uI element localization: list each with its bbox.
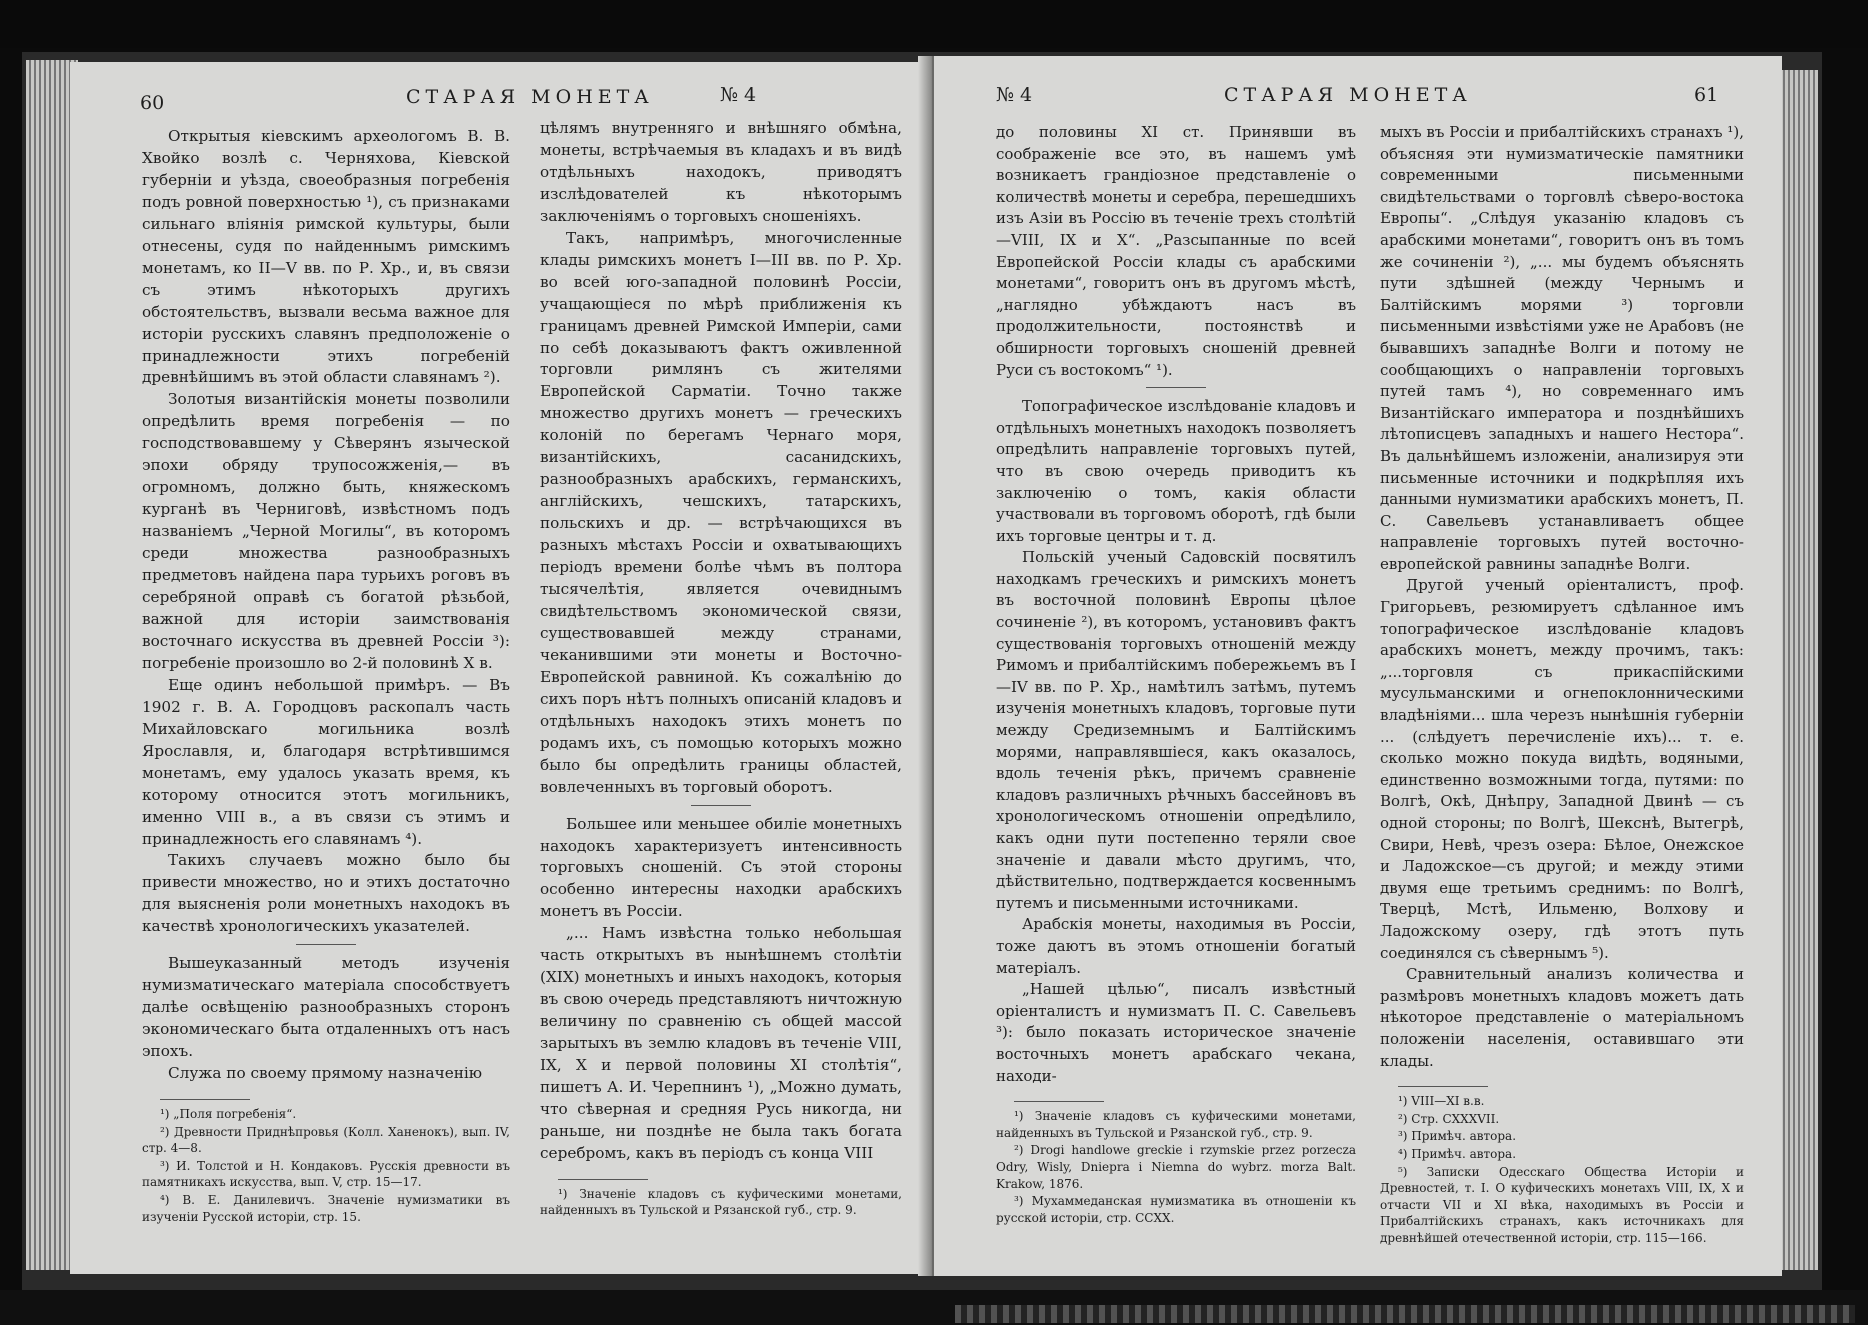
- footnote-rule: [1014, 1101, 1104, 1102]
- right-running-head: СТАРАЯ МОНЕТА: [1224, 84, 1472, 106]
- section-separator: [691, 805, 751, 806]
- paragraph: „Нашей цѣлью“, писалъ извѣстный оріенталистъ и нумизматъ П. С. Савельевъ ³): было показать историческое значеніе восточныхъ монетъ арабскаго чекана, находи-: [996, 980, 1356, 1085]
- left-page: [70, 62, 932, 1274]
- paragraph: Вышеуказанный методъ изученія нумизматическаго матеріала способствуетъ далѣе освѣщенію разнообразныхъ сторонъ экономическаго быта отдаленныхъ отъ насъ эпохъ.: [142, 954, 510, 1061]
- footnote: ¹) Значеніе кладовъ съ куфическими монетами, найденныхъ въ Тульской и Рязанской губ., стр. 9.: [540, 1186, 902, 1218]
- footnote: ²) Стр. CXXXVII.: [1398, 1111, 1500, 1126]
- scan-border-top: [0, 0, 1868, 48]
- left-column-2: [540, 118, 902, 1220]
- left-running-head: СТАРАЯ МОНЕТА: [406, 86, 654, 108]
- paragraph: Такъ, напримѣръ, многочисленные клады римскихъ монетъ I—III вв. по Р. Хр. во всей юго-западной половинѣ Россіи, учащающіеся по мѣрѣ приближенія къ границамъ древней Римской Имперіи, сами по себѣ доказываютъ фактъ оживленной торговли римлянъ съ жителями Европейской Сарматіи. Точно также множество другихъ монетъ — греческихъ колоній по берегамъ Чернаго моря, византійскихъ, сасанидскихъ, разнообразныхъ арабскихъ, германскихъ, англійскихъ, чешскихъ, татарскихъ, польскихъ и др. — встрѣчающихся въ разныхъ мѣстахъ Россіи и охватывающихъ періодъ времени болѣе чѣмъ въ полтора тысячелѣтія, является очевиднымъ свидѣтельствомъ экономической связи, существовавшей между странами, чеканившими эти монеты и Восточно-Европейской равниной. Къ сожалѣнію до сихъ поръ нѣтъ полныхъ описаній кладовъ и отдѣльныхъ находокъ этихъ монетъ по родамъ ихъ, съ помощью которыхъ можно было бы опредѣлить границы областей, вовлеченныхъ въ торговый оборотъ.: [540, 228, 902, 796]
- footnote: ¹) Значеніе кладовъ съ куфическими монетами, найденныхъ въ Тульской и Рязанской губ., стр. 9.: [996, 1109, 1356, 1140]
- paragraph: Сравнительный анализъ количества и размѣровъ монетныхъ кладовъ можетъ дать нѣкоторое представленіе о матеріальномъ положеніи населенія, оставившаго эти клады.: [1380, 965, 1744, 1070]
- footnote: ³) Примѣч. автора.: [1398, 1129, 1517, 1144]
- footnotes: [540, 1186, 902, 1219]
- paragraph: цѣлямъ внутренняго и внѣшняго обмѣна, монеты, встрѣчаемыя въ кладахъ и въ видѣ отдѣльныхъ находокъ, приводятъ изслѣдователей къ нѣкоторымъ заключеніямъ о торговыхъ сношеніяхъ.: [540, 119, 902, 225]
- footnote: ⁵) Записки Одесскаго Общества Исторіи и Древностей, т. I. О куфическихъ монетахъ VIII, IX, X и отчасти VII и XI вѣка, находимыхъ въ Россіи и Прибалтійскихъ странахъ, какъ источникахъ для древнѣйшей отечественной исторіи, стр. 115—166.: [1380, 1164, 1744, 1245]
- right-column-1: [996, 122, 1356, 1227]
- left-issue-number: № 4: [720, 84, 757, 106]
- footnotes: [996, 1108, 1356, 1226]
- right-issue-number: № 4: [996, 84, 1033, 106]
- paragraph: Топографическое изслѣдованіе кладовъ и отдѣльныхъ монетныхъ находокъ позволяетъ опредѣлить направленіе торговыхъ путей, что въ свою очередь приводитъ къ заключенію о томъ, какія области участвовали въ торговомъ оборотѣ, гдѣ были ихъ торговые центры и т. д.: [996, 397, 1356, 545]
- left-column-1: [142, 126, 510, 1226]
- paragraph: Еще одинъ небольшой примѣръ. — Въ 1902 г. В. А. Городцовъ раскопалъ часть Михайловскаго могильника возлѣ Ярославля, и, благодаря встрѣтившимся монетамъ, ему удалось указать время, къ которому относится этотъ могильникъ, именно VIII в., а въ связи съ этимъ и принадлежность его славянамъ ⁴).: [142, 675, 510, 848]
- paragraph: Такихъ случаевъ можно было бы привести множество, но и этихъ достаточно для выясненія роли монетныхъ находокъ въ качествѣ хронологическихъ указателей.: [142, 851, 510, 936]
- footnotes: [142, 1106, 510, 1225]
- paragraph: Польскій ученый Садовскій посвятилъ находкамъ греческихъ и римскихъ монетъ въ восточной половинѣ Европы цѣлое сочиненіе ²), въ которомъ, установивъ фактъ существованія торговыхъ отношеній между Римомъ и прибалтійскимъ побережьемъ въ I—IV вв. по Р. Хр., намѣтилъ затѣмъ, путемъ изученія монетныхъ кладовъ, торговые пути между Средиземнымъ и Балтійскимъ морями, направлявшіеся, какъ оказалось, вдоль теченія рѣкъ, причемъ сравненіе кладовъ различныхъ рѣчныхъ бассейновъ въ хронологическомъ отношеніи опредѣлило, какъ одни пути постепенно теряли свое значеніе и давали мѣсто другимъ, что, дѣйствительно, подтверждается косвеннымъ путемъ и письменными источниками.: [996, 548, 1356, 912]
- paragraph: Другой ученый оріенталистъ, проф. Григорьевъ, резюмируетъ сдѣланное имъ топографическое изслѣдованіе кладовъ арабскихъ монетъ, между прочимъ, такъ: „...торговля съ прикаспійскими мусульманскими и огнепоклонническими владѣніями... шла черезъ нынѣшнія губерніи ... (слѣдуетъ перечисленіе ихъ)... т. е. сколько можно покуда видѣть, водяными, единственно возможными тогда, путями: по Волгѣ, Окѣ, Днѣпру, Западной Двинѣ — съ одной стороны; по Волгѣ, Шекснѣ, Вытегрѣ, Свири, Невѣ, чрезъ озера: Бѣлое, Онежское и Ладожское—съ другой; и между этими двумя еще третьимъ среднимъ: по Волгѣ, Тверцѣ, Мстѣ, Ильменю, Волхову и Ладожскому озеру, гдѣ этотъ путь соединялся съ сѣвернымъ ⁵).: [1380, 576, 1744, 962]
- footnote: ¹) VIII—XI в.в.: [1398, 1094, 1485, 1109]
- paragraph: Арабскія монеты, находимыя въ Россіи, тоже даютъ въ этомъ отношеніи богатый матеріалъ.: [996, 915, 1356, 977]
- right-page-number: 61: [1694, 84, 1719, 106]
- footnote: ³) И. Толстой и Н. Кондаковъ. Русскія древности въ памятникахъ искусства, вып. V, стр. 15—17.: [142, 1158, 510, 1190]
- paragraph: Служа по своему прямому назначенію: [168, 1064, 483, 1083]
- right-column-2: [1380, 122, 1744, 1247]
- paragraph: до половины XI ст. Принявши въ соображеніе все это, въ нашемъ умѣ возникаетъ грандіозное представленіе о количествѣ монеты и серебра, перешедшихъ изъ Азіи въ Россію въ теченіе трехъ столѣтій—VIII, IX и X“. „Разсыпанные по всей Европейской Россіи клады съ арабскими монетами“, говоритъ онъ въ другомъ мѣстѣ, „наглядно убѣждаютъ насъ въ продолжительности, постоянствѣ и обширности торговыхъ сношеній древней Руси съ востокомъ“ ¹).: [996, 123, 1356, 379]
- scanner-ruler-strip: [955, 1305, 1855, 1323]
- footnote: ⁴) Примѣч. автора.: [1398, 1146, 1517, 1161]
- right-page: [934, 56, 1782, 1276]
- section-separator: [296, 944, 356, 945]
- left-page-number: 60: [140, 92, 165, 114]
- paragraph: Золотыя византійскія монеты позволили опредѣлить время погребенія — по господствовавшему у Сѣверянъ языческой эпохи обряду трупосожженія,— въ огромномъ, должно быть, княжескомъ курганѣ въ Черниговѣ, извѣстномъ подъ названіемъ „Черной Могилы“, въ которомъ среди множества разнообразныхъ предметовъ найдена пара турьихъ роговъ въ серебряной оправѣ съ богатой рѣзьбой, важной для исторіи заимствованія восточнаго искусства въ древней Россіи ³): погребеніе произошло во 2-й половинѣ Х в.: [142, 390, 510, 672]
- footnote-rule: [1398, 1086, 1488, 1087]
- paragraph: мыхъ въ Россіи и прибалтійскихъ странахъ ¹), объясняя эти нумизматическіе памятники современными письменными свидѣтельствами о торговлѣ сѣверо-востока Европы“. „Слѣдуя указанію кладовъ съ арабскими монетами“, говоритъ онъ въ томъ же сочиненіи ²), „... мы будемъ объяснять пути здѣшней (между Чернымъ и Балтійскимъ морями ³) торговли письменными извѣстіями уже не Арабовъ (не бывавшихъ западнѣе Волги и потому не сообщающихъ о направленіи торговыхъ путей тамъ ⁴), но современнаго имъ Византійскаго императора и позднѣйшихъ лѣтописцевъ западныхъ и нашего Нестора“. Въ дальнѣйшемъ изложеніи, анализируя эти письменные источники и подкрѣпляя ихъ данными нумизматики арабскихъ монетъ, П. С. Савельевъ устанавливаетъ общее направленіе торговыхъ путей восточно-европейской равнины западнѣе Волги.: [1380, 123, 1744, 573]
- footnote-rule: [160, 1099, 250, 1100]
- paragraph: Большее или меньшее обиліе монетныхъ находокъ характеризуетъ интенсивность торговыхъ сношеній. Съ этой стороны особенно интересны находки арабскихъ монетъ въ Россіи.: [540, 814, 902, 921]
- footnote: ¹) „Поля погребенія“.: [160, 1106, 297, 1121]
- footnotes: [1380, 1093, 1744, 1246]
- section-separator: [1146, 387, 1206, 388]
- footnote: ³) Мухаммеданская нумизматика въ отношеніи къ русской исторіи, стр. CCXX.: [996, 1194, 1356, 1225]
- footnote: ²) Drogi handlowe greckie i rzymskie przez porzecza Odry, Wisly, Dniepra i Niemna do wybrz. morza Balt. Krakow, 1876.: [996, 1143, 1356, 1191]
- paragraph: „... Намъ извѣстна только небольшая часть открытыхъ въ нынѣшнемъ столѣтіи (XIX) монетныхъ и иныхъ находокъ, которыя въ свою очередь представляютъ ничтожную величину по сравненію съ общей массой зарытыхъ въ землю кладовъ въ теченіе VIII, IX, X и первой половины XI столѣтія“, пишетъ А. И. Черепнинъ ¹), „Можно думать, что сѣверная и средняя Русь никогда, ни раньше, ни позднѣе не была такъ богата серебромъ, какъ въ періодъ съ конца VIII: [540, 924, 902, 1162]
- paragraph: Открытыя кіевскимъ археологомъ В. В. Хвойко возлѣ с. Черняхова, Кіевской губерніи и уѣзда, своеобразныя погребенія подъ ровной поверхностью ¹), съ признаками сильнаго вліянія римской культуры, были отнесены, судя по найденнымъ римскимъ монетамъ, ко II—V вв. по Р. Хр., и, въ связи съ этимъ нѣкоторыхъ другихъ обстоятельствъ, вызвали весьма важное для исторіи русскихъ славянъ предположеніе о принадлежности этихъ погребеній древнѣйшимъ въ этой области славянамъ ²).: [142, 127, 510, 387]
- footnote-rule: [558, 1179, 648, 1180]
- footnote: ⁴) В. Е. Данилевичъ. Значеніе нумизматики въ изученіи Русской исторіи, стр. 15.: [142, 1192, 510, 1224]
- footnote: ²) Древности Приднѣпровья (Колл. Ханенокъ), вып. IV, стр. 4—8.: [142, 1124, 510, 1156]
